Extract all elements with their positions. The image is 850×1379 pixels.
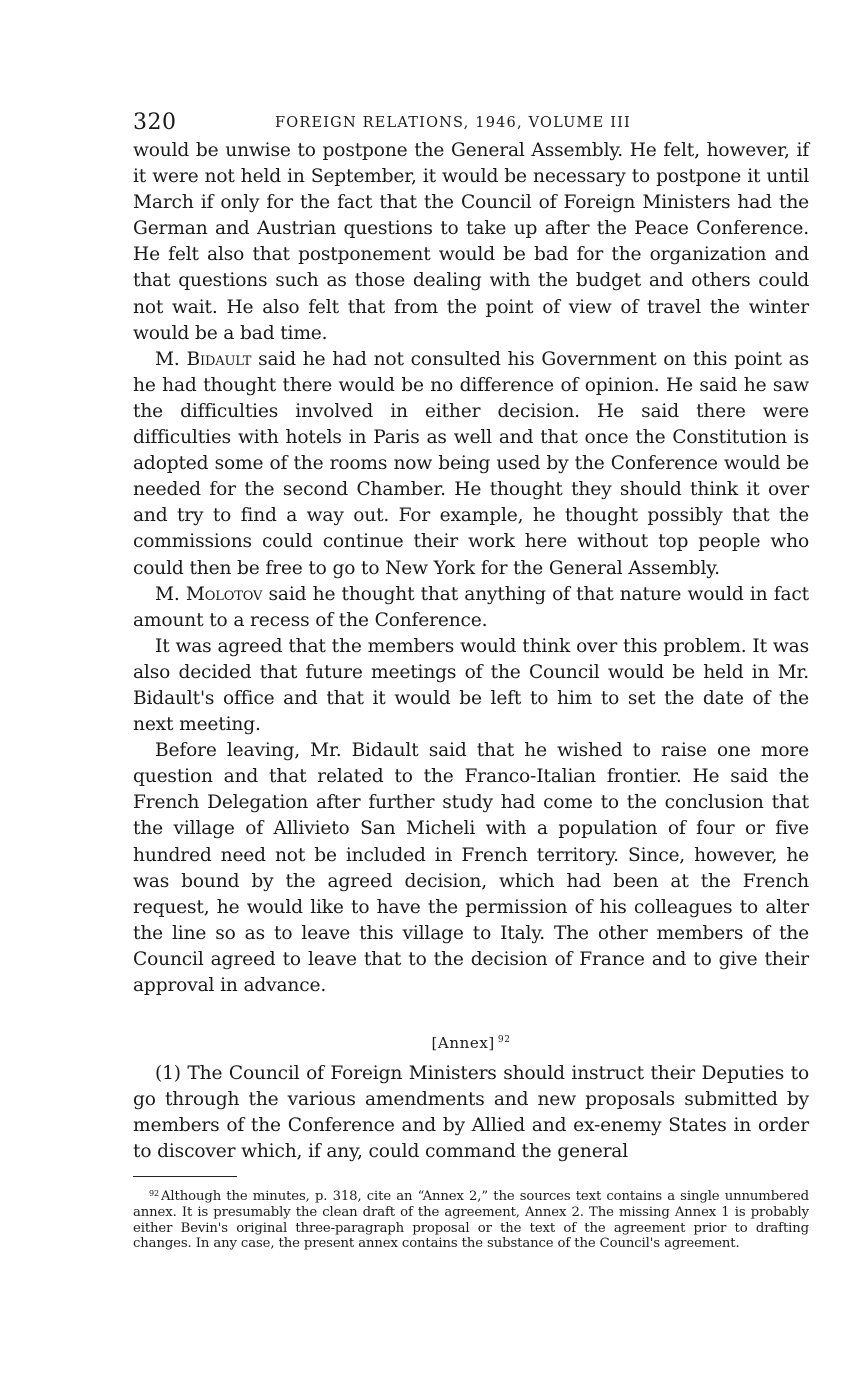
page-number: 320 <box>133 110 177 135</box>
annex-heading-label: [Annex] <box>431 1034 495 1053</box>
footnote-divider <box>133 1176 237 1177</box>
footnote-text: Although the minutes, p. 318, cite an “Annex 2,” the sources text contains a single unnumbered annex. It is presumably the clean draft of the agreement, Annex 2. The missing Annex 1 is probably either Bevin's original three-paragraph proposal or the text of the agreement prior to drafting changes. In any case, the present annex contains the substance of the Council's agreement. <box>133 1189 809 1252</box>
annex-heading <box>133 1034 809 1052</box>
annex-text <box>133 1061 809 1165</box>
paragraph-4: It was agreed that the members would think over this problem. It was also decided that future meetings of the Council would be held in Mr. Bidault's office and that it would be left to him to set the date of the next meeting. <box>133 635 809 736</box>
paragraph-2 <box>133 347 809 582</box>
paragraph-3-text: said he thought that anything of that nature would in fact amount to a recess of the Conference. <box>133 583 809 631</box>
paragraph-1: would be unwise to postpone the General Assembly. He felt, however, if it were not held in September, it would be necessary to postpone it until March if only for the fact that the Council of Foreign Ministers had the German and Austrian questions to take up after the Peace Conference. He felt also that postponement would be bad for the organization and that questions such as those dealing with the budget and others could not wait. He also felt that from the point of view of travel the winter would be a bad time. <box>133 140 809 344</box>
running-head <box>133 106 809 138</box>
main-text <box>133 138 809 999</box>
footnote-92 <box>133 1186 809 1251</box>
footnote-marker: 92 <box>149 1189 159 1199</box>
annex-footnote-ref: 92 <box>497 1035 511 1046</box>
document-page <box>133 106 809 1252</box>
annex-item-1: (1) The Council of Foreign Ministers should instruct their Deputies to go through the various amendments and new proposals submitted by members of the Conference and by Allied and ex-enemy States in order to discover which, if any, could command the general <box>133 1063 809 1163</box>
speaker-bidault: M. Bidault <box>155 348 252 370</box>
running-title: FOREIGN RELATIONS, 1946, VOLUME III <box>275 115 631 131</box>
paragraph-3 <box>133 582 809 634</box>
speaker-molotov: M. Molotov <box>155 583 263 605</box>
paragraph-2-text: said he had not consulted his Government on this point as he had thought there would be no difference of opinion. He said he saw the difficulties involved in either decision. He said there were difficulties with hotels in Paris as well and that once the Constitution is adopted some of the rooms now being used by the Conference would be needed for the second Chamber. He thought they should think it over and try to find a way out. For example, he thought possibly that the commissions could continue their work here without top people who could then be free to go to New York for the General Assembly. <box>133 348 809 579</box>
paragraph-5: Before leaving, Mr. Bidault said that he wished to raise one more question and that related to the Franco-Italian frontier. He said the French Delegation after further study had come to the conclusion that the village of Allivieto San Micheli with a population of four or five hundred need not be included in French territory. Since, however, he was bound by the agreed decision, which had been at the French request, he would like to have the permission of his colleagues to alter the line so as to leave this village to Italy. The other members of the Council agreed to leave that to the decision of France and to give their approval in advance. <box>133 740 809 996</box>
